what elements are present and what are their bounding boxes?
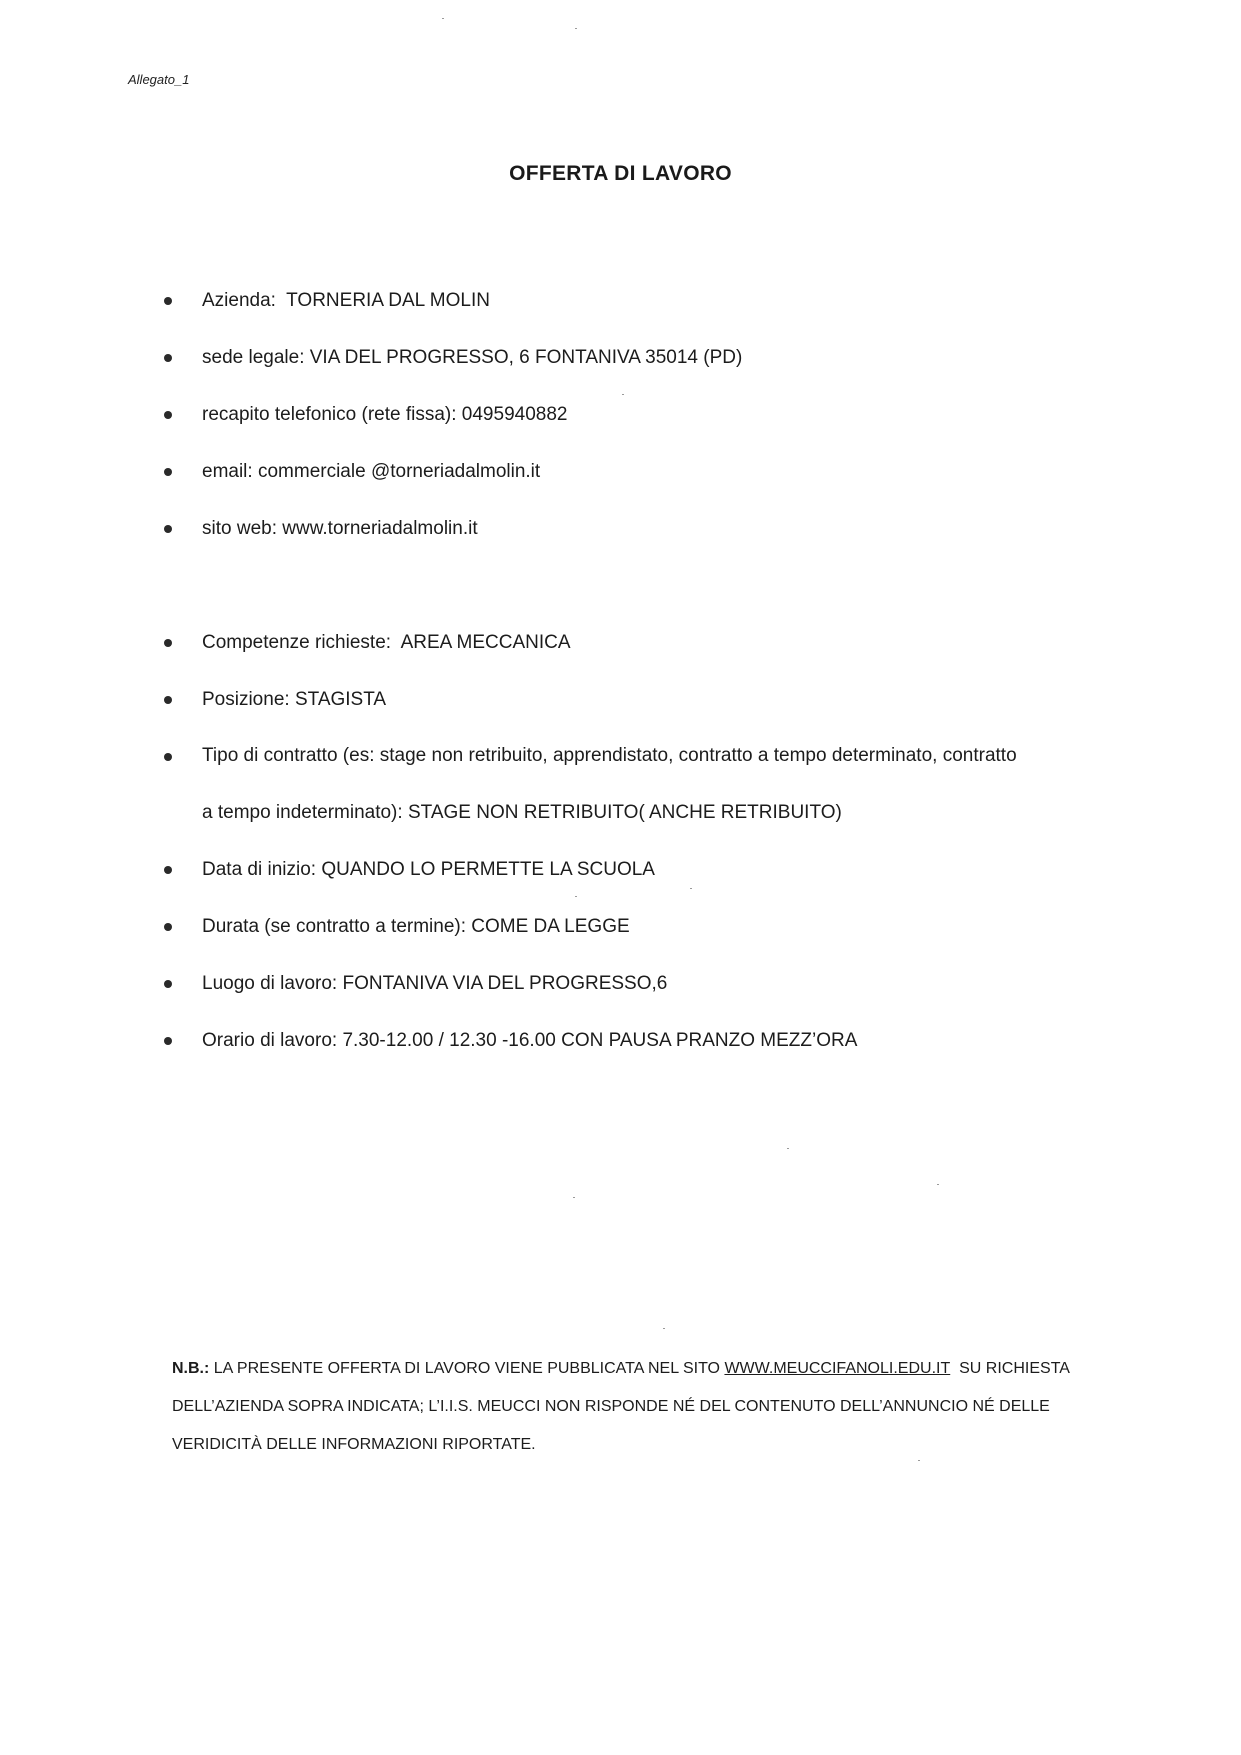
- bullet-icon: [164, 980, 172, 988]
- nb-label: N.B.:: [172, 1360, 210, 1377]
- item-value: commerciale @torneriadalmolin.it: [257, 461, 541, 482]
- item-value: VIA DEL PROGRESSO, 6 FONTANIVA 35014 (PD): [309, 347, 743, 368]
- bullet-icon: [164, 639, 172, 647]
- scan-speck: [690, 888, 692, 889]
- scan-speck: [663, 1328, 665, 1329]
- note-text-after-url: SU RICHIESTA DELL’AZIENDA SOPRA INDICATA; L’I.I.S. MEUCCI NON RISPONDE NÉ DEL CONTENUTO DELL’ANNUNCIO NÉ DELLE VERIDICITÀ DELLE INFORMAZIONI RIPORTATE.: [172, 1360, 1070, 1453]
- scan-speck: [442, 18, 444, 19]
- website-link[interactable]: WWW.MEUCCIFANOLI.EDU.IT: [724, 1360, 951, 1377]
- list-item-sede-legale: [202, 346, 742, 370]
- list-item-azienda: [202, 289, 490, 313]
- bullet-icon: [164, 411, 172, 419]
- bullet-icon: [164, 354, 172, 362]
- list-item-luogo: [202, 972, 667, 996]
- list-item-telefono: [202, 403, 567, 427]
- item-value: 7.30-12.00 / 12.30 -16.00 CON PAUSA PRANZO MEZZ’ORA: [342, 1030, 858, 1051]
- scan-speck: [918, 1460, 920, 1461]
- list-item-data-inizio: [202, 858, 655, 882]
- page-title: OFFERTA DI LAVORO: [509, 162, 732, 185]
- list-item-contratto: [202, 744, 1017, 768]
- item-value: TORNERIA DAL MOLIN: [286, 290, 490, 311]
- item-label: a tempo indeterminato):: [202, 802, 403, 823]
- item-value: www.torneriadalmolin.it: [282, 518, 478, 539]
- item-label: recapito telefonico (rete fissa):: [202, 404, 457, 425]
- bullet-icon: [164, 525, 172, 533]
- item-value: STAGISTA: [294, 689, 387, 710]
- item-label: Data di inizio:: [202, 859, 317, 880]
- item-label: Azienda:: [202, 290, 276, 311]
- item-label: sito web:: [202, 518, 277, 539]
- item-label: sede legale:: [202, 347, 305, 368]
- scan-speck: [575, 28, 577, 29]
- bullet-icon: [164, 866, 172, 874]
- list-item-sito-web: [202, 517, 478, 541]
- item-value: 0495940882: [461, 404, 568, 425]
- item-label: email:: [202, 461, 253, 482]
- scan-speck: [787, 1148, 789, 1149]
- item-label: Orario di lavoro:: [202, 1030, 338, 1051]
- item-label: Posizione:: [202, 689, 290, 710]
- scan-speck: [575, 896, 577, 897]
- scan-speck: [622, 394, 624, 395]
- list-item-durata: [202, 915, 630, 939]
- scan-speck: [937, 1184, 939, 1185]
- item-label: Durata (se contratto a termine):: [202, 916, 466, 937]
- bullet-icon: [164, 923, 172, 931]
- disclaimer-note: [172, 1350, 1132, 1464]
- list-item-contratto-continued: [202, 801, 842, 825]
- item-value: AREA MECCANICA: [400, 632, 571, 653]
- item-label: Luogo di lavoro:: [202, 973, 338, 994]
- bullet-icon: [164, 753, 172, 761]
- bullet-icon: [164, 297, 172, 305]
- bullet-icon: [164, 1037, 172, 1045]
- item-label: Tipo di contratto (es: stage non retribuito, apprendistato, contratto a tempo determinato, contratto: [202, 745, 1017, 766]
- item-value: COME DA LEGGE: [471, 916, 630, 937]
- scan-speck: [573, 1197, 575, 1198]
- bullet-icon: [164, 468, 172, 476]
- list-item-email: [202, 460, 540, 484]
- item-value: QUANDO LO PERMETTE LA SCUOLA: [321, 859, 655, 880]
- note-text-before-url: LA PRESENTE OFFERTA DI LAVORO VIENE PUBBLICATA NEL SITO: [213, 1360, 720, 1377]
- bullet-icon: [164, 696, 172, 704]
- item-label: Competenze richieste:: [202, 632, 392, 653]
- item-value: FONTANIVA VIA DEL PROGRESSO,6: [342, 973, 668, 994]
- list-item-orario: [202, 1029, 857, 1053]
- list-item-competenze: [202, 631, 571, 655]
- list-item-posizione: [202, 688, 386, 712]
- item-value: STAGE NON RETRIBUITO( ANCHE RETRIBUITO): [407, 802, 842, 823]
- attachment-label: Allegato_1: [128, 72, 190, 87]
